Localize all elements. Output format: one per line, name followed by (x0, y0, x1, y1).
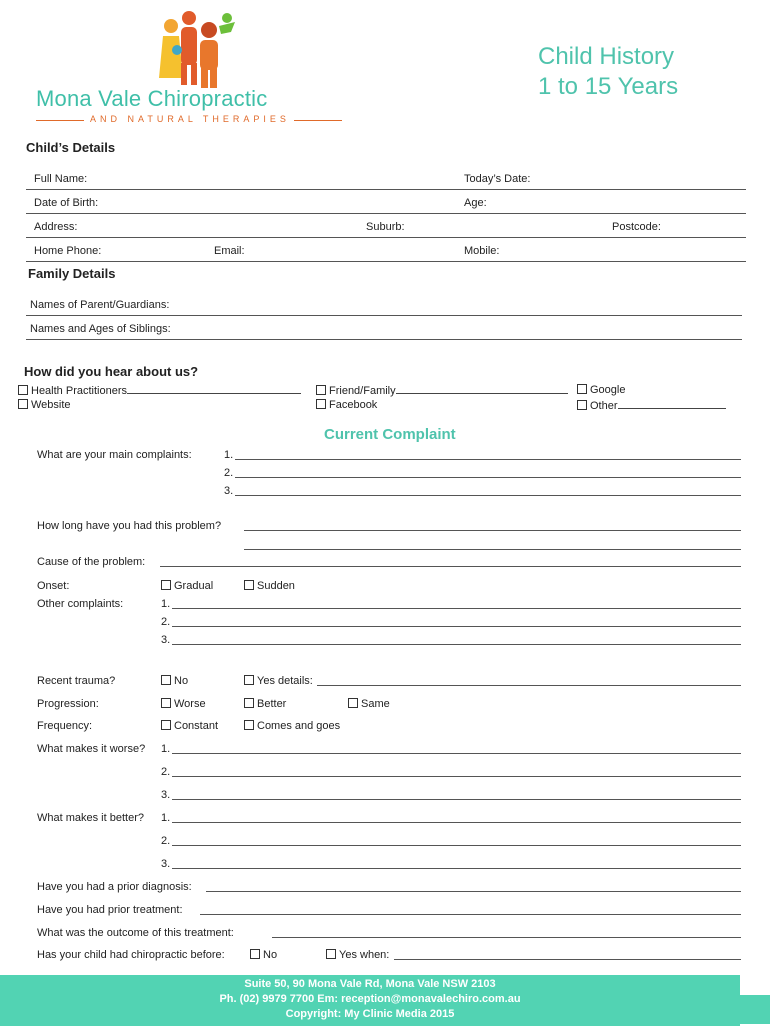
outcome-field[interactable] (272, 937, 741, 938)
worse-3-num: 3. (161, 789, 171, 801)
option-health-practitioners[interactable] (18, 384, 301, 397)
age-label: Age: (464, 197, 487, 209)
checkbox[interactable] (161, 720, 171, 730)
option-label: Website (31, 399, 71, 411)
onset-label: Onset: (37, 580, 70, 592)
title-line-1: Child History (538, 43, 675, 70)
suburb-label: Suburb: (366, 221, 405, 233)
tagline-rule-left (36, 120, 84, 121)
worse-1-num: 1. (161, 743, 171, 755)
family-details-heading: Family Details (28, 266, 116, 281)
current-complaint-heading: Current Complaint (324, 426, 456, 443)
todays-date-label: Today’s Date: (464, 173, 531, 185)
checkbox[interactable] (18, 399, 28, 409)
trauma-details-field[interactable] (317, 685, 741, 686)
other-complaint-3-num: 3. (161, 634, 171, 646)
recent-trauma-label: Recent trauma? (37, 675, 116, 687)
tagline-rule-right (294, 120, 342, 121)
option-label: Yes when: (339, 949, 390, 961)
checkbox[interactable] (316, 399, 326, 409)
phone-field[interactable] (26, 261, 746, 262)
cause-label: Cause of the problem: (37, 556, 146, 568)
brand-name: Mona Vale Chiropractic (36, 86, 268, 111)
option-label: Facebook (329, 399, 378, 411)
family-figures-icon (151, 8, 261, 90)
better-3-field[interactable] (172, 868, 741, 869)
had-chiro-yes[interactable] (326, 949, 389, 961)
hear-about-heading: How did you hear about us? (24, 364, 199, 379)
option-label: Better (257, 698, 287, 710)
full-name-field[interactable] (26, 189, 746, 190)
main-complaint-2-field[interactable] (235, 477, 741, 478)
better-1-field[interactable] (172, 822, 741, 823)
checkbox[interactable] (161, 675, 171, 685)
cause-field[interactable] (160, 566, 741, 567)
logo (36, 8, 346, 128)
how-long-field-2[interactable] (244, 549, 741, 550)
option-label: Yes details: (257, 675, 313, 687)
footer-address: Suite 50, 90 Mona Vale Rd, Mona Vale NSW 2103 (244, 978, 496, 990)
siblings-field[interactable] (26, 339, 742, 340)
checkbox[interactable] (161, 698, 171, 708)
worse-3-field[interactable] (172, 799, 741, 800)
checkbox[interactable] (18, 385, 28, 395)
option-label: Other (590, 400, 618, 412)
trauma-yes[interactable] (244, 675, 313, 687)
full-name-label: Full Name: (34, 173, 88, 185)
address-label: Address: (34, 221, 78, 233)
option-label: Worse (174, 698, 206, 710)
checkbox[interactable] (316, 385, 326, 395)
had-chiro-label: Has your child had chiropractic before: (37, 949, 225, 961)
progression-label: Progression: (37, 698, 99, 710)
checkbox[interactable] (161, 580, 171, 590)
better-2-field[interactable] (172, 845, 741, 846)
option-label: Health Practitioners (31, 385, 127, 397)
main-complaint-3-num: 3. (224, 485, 234, 497)
brand-tagline-row (36, 114, 346, 126)
makes-worse-label: What makes it worse? (37, 743, 146, 755)
address-field[interactable] (26, 237, 746, 238)
worse-2-field[interactable] (172, 776, 741, 777)
parents-field[interactable] (26, 315, 742, 316)
prior-diagnosis-label: Have you had a prior diagnosis: (37, 881, 192, 893)
childs-details-heading: Child’s Details (26, 140, 116, 155)
option-label: Comes and goes (257, 720, 341, 732)
title-line-2: 1 to 15 Years (538, 73, 679, 100)
checkbox[interactable] (244, 698, 254, 708)
fill-line[interactable] (127, 384, 301, 394)
better-1-num: 1. (161, 812, 171, 824)
option-label: Friend/Family (329, 385, 396, 397)
fill-line[interactable] (618, 399, 726, 409)
worse-2-num: 2. (161, 766, 171, 778)
mobile-label: Mobile: (464, 245, 500, 257)
footer-contact: Ph. (02) 9979 7700 Em: reception@monavalechiro.com.au (219, 993, 521, 1005)
main-complaint-2-num: 2. (224, 467, 234, 479)
frequency-constant[interactable] (161, 720, 218, 732)
document-title (538, 42, 678, 102)
footer-corner (740, 995, 770, 1024)
option-label: No (174, 675, 189, 687)
checkbox[interactable] (244, 675, 254, 685)
option-label: Google (590, 384, 626, 396)
dob-label: Date of Birth: (34, 197, 99, 209)
brand-tagline: AND NATURAL THERAPIES (90, 114, 290, 124)
checkbox[interactable] (348, 698, 358, 708)
parents-label: Names of Parent/Guardians: (30, 299, 170, 311)
progression-same[interactable] (348, 698, 390, 710)
option-google[interactable] (577, 384, 625, 396)
checkbox[interactable] (244, 580, 254, 590)
footer-copyright: Copyright: My Clinic Media 2015 (285, 1008, 455, 1020)
frequency-comes-goes[interactable] (244, 720, 340, 732)
worse-1-field[interactable] (172, 753, 741, 754)
progression-better[interactable] (244, 698, 286, 710)
option-label: Constant (174, 720, 219, 732)
makes-better-label: What makes it better? (37, 812, 144, 824)
main-complaints-label: What are your main complaints: (37, 449, 192, 461)
how-long-field[interactable] (244, 530, 741, 531)
trauma-no[interactable] (161, 675, 188, 687)
outcome-label: What was the outcome of this treatment: (37, 927, 234, 939)
prior-diagnosis-field[interactable] (206, 891, 741, 892)
option-website[interactable] (18, 399, 71, 411)
fill-line[interactable] (396, 384, 568, 394)
onset-sudden[interactable] (244, 580, 295, 592)
option-facebook[interactable] (316, 399, 377, 411)
other-complaint-2-num: 2. (161, 616, 171, 628)
checkbox[interactable] (244, 720, 254, 730)
main-complaint-3-field[interactable] (235, 495, 741, 496)
option-label: Sudden (257, 580, 295, 592)
frequency-label: Frequency: (37, 720, 93, 732)
better-3-num: 3. (161, 858, 171, 870)
progression-worse[interactable] (161, 698, 206, 710)
how-long-label: How long have you had this problem? (37, 520, 222, 532)
other-complaint-1-num: 1. (161, 598, 171, 610)
option-other[interactable] (577, 399, 726, 412)
option-friend-family[interactable] (316, 384, 568, 397)
other-complaint-1-field[interactable] (172, 608, 741, 609)
main-complaint-1-num: 1. (224, 449, 234, 461)
checkbox[interactable] (250, 949, 260, 959)
dob-field[interactable] (26, 213, 746, 214)
option-label: Same (361, 698, 390, 710)
home-phone-label: Home Phone: (34, 245, 102, 257)
option-label: No (263, 949, 278, 961)
other-complaint-3-field[interactable] (172, 644, 741, 645)
other-complaint-2-field[interactable] (172, 626, 741, 627)
prior-treatment-label: Have you had prior treatment: (37, 904, 183, 916)
siblings-label: Names and Ages of Siblings: (30, 323, 171, 335)
email-label: Email: (214, 245, 245, 257)
postcode-label: Postcode: (612, 221, 661, 233)
option-label: Gradual (174, 580, 214, 592)
checkbox[interactable] (577, 384, 587, 394)
checkbox[interactable] (577, 400, 587, 410)
better-2-num: 2. (161, 835, 171, 847)
checkbox[interactable] (326, 949, 336, 959)
had-chiro-no[interactable] (250, 949, 277, 961)
had-chiro-when-field[interactable] (394, 959, 741, 960)
onset-gradual[interactable] (161, 580, 213, 592)
main-complaint-1-field[interactable] (235, 459, 741, 460)
prior-treatment-field[interactable] (200, 914, 741, 915)
other-complaints-label: Other complaints: (37, 598, 124, 610)
footer (0, 975, 740, 1026)
